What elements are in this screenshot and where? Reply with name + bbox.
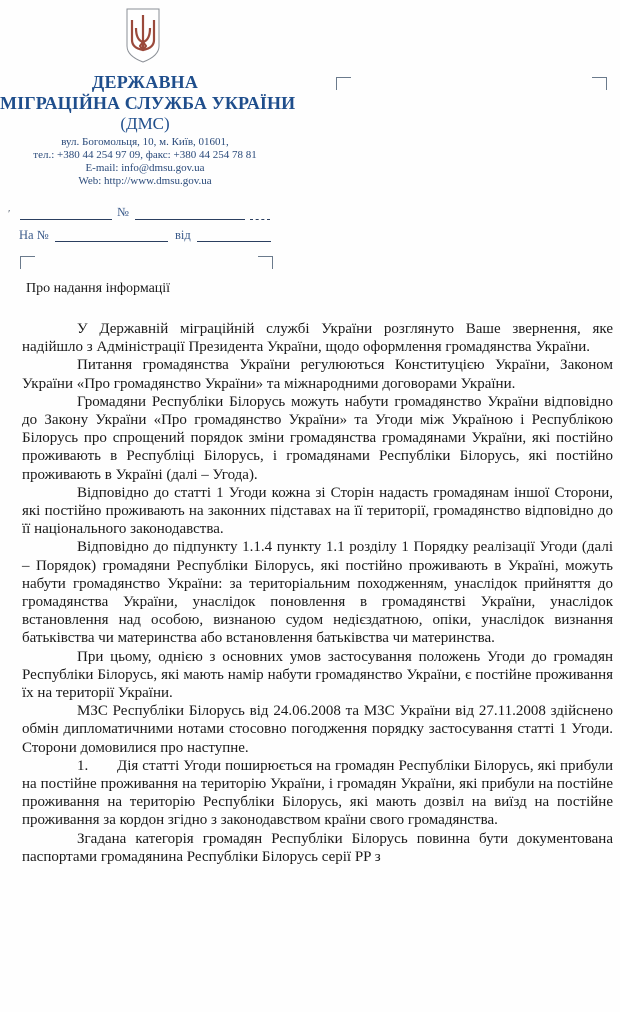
org-address: вул. Богомольця, 10, м. Київ, 01601, <box>61 136 229 148</box>
outgoing-number-line <box>135 219 245 220</box>
paragraph: Згадана категорія громадян Республіки Білорусь повинна бути документована паспортами громадянина Республіки Білорусь серії PP з <box>22 830 613 865</box>
outgoing-number-label: № <box>117 205 129 219</box>
paragraph: Громадяни Республіки Білорусь можуть набути громадянство України відповідно до Закону України «Про громадянство України» та Угоди між Україною і Республікою Білорусь про спрощений порядок зміни громадянства громадянами України, які постійно проживають в Республіці Білорусь, і громадянами Республіки Білорусь, які постійно проживають в Україні (далі – Угода). <box>22 393 613 483</box>
letter-subject: Про надання інформації <box>26 281 171 296</box>
paragraph: При цьому, однією з основних умов застосування положень Угоди до громадян Республіки Білорусь, які мають намір набути громадянство України, є постійне проживання їх на території України. <box>22 648 613 702</box>
in-reply-number-label: На № <box>19 228 49 242</box>
org-name-line2: МІГРАЦІЙНА СЛУЖБА УКРАЇНИ <box>0 93 296 113</box>
paragraph: Відповідно до підпункту 1.1.4 пункту 1.1 розділу 1 Порядку реалізації Угоди (далі – Порядок) громадяни Республіки Білорусь, які постійно проживають в Україні, можуть набути громадянство України: за територіальним походженням, унаслідок прийняття до громадянства України, унаслідок поновлення в громадянстві України, унаслідок встановлення над особою, визнаною судом недієздатною, опіки, унаслідок визнання батьківства чи материнства або встановлення батьківства чи материнства. <box>22 539 613 647</box>
letter-body <box>22 320 613 866</box>
handwritten-mark: ′ <box>8 208 11 220</box>
in-reply-date-line <box>197 241 271 242</box>
org-website: Web: http://www.dmsu.gov.ua <box>78 175 212 187</box>
item-number: 1. <box>77 757 89 774</box>
paragraph: Питання громадянства України регулюються Конституцією України, Законом України «Про громадянство України» та міжнародними договорами України. <box>22 357 613 392</box>
recipient-bracket-top-left <box>336 77 351 90</box>
recipient-bracket-top-right <box>592 77 607 90</box>
org-abbreviation: (ДМС) <box>120 114 170 133</box>
outgoing-number-line-tail <box>250 219 270 220</box>
item-text: Дія статті Угоди поширюється на громадян Республіки Білорусь, які прибули на постійне проживання на територію України, і громадян України, які прибули на постійне проживання на територію Республіки Білорусь, які мають дозвіл на виїзд на постійне проживання за кордон згідно з законодавством країни свого громадянства. <box>22 757 613 829</box>
paragraph: У Державній міграційній службі України розглянуто Ваше звернення, яке надійшло з Адміністрації Президента України, щодо оформлення громадянства України. <box>22 321 613 356</box>
paragraph: МЗС Республіки Білорусь від 24.06.2008 та МЗС України від 27.11.2008 здійснено обмін дипломатичними нотами стосовно погодження порядку застосування статті 1 Угоди. Сторони домовилися про наступне. <box>22 703 613 756</box>
in-reply-date-label: від <box>175 228 191 242</box>
numbered-paragraph <box>22 757 613 830</box>
paragraph: Відповідно до статті 1 Угоди кожна зі Сторін надасть громадянам іншої Сторони, які постійно проживають на законних підставах на її території, громадянство відповідно до її національного законодавства. <box>22 484 613 538</box>
org-name-line1: ДЕРЖАВНА <box>91 72 199 92</box>
org-email: E-mail: info@dmsu.gov.ua <box>85 162 205 174</box>
org-phone-fax: тел.: +380 44 254 97 09, факс: +380 44 254 78 81 <box>33 149 257 161</box>
coat-of-arms-icon <box>124 6 162 64</box>
address-bracket-top-left <box>20 256 35 269</box>
outgoing-date-line <box>20 219 112 220</box>
in-reply-number-line <box>55 241 168 242</box>
address-bracket-top-right <box>258 256 273 269</box>
